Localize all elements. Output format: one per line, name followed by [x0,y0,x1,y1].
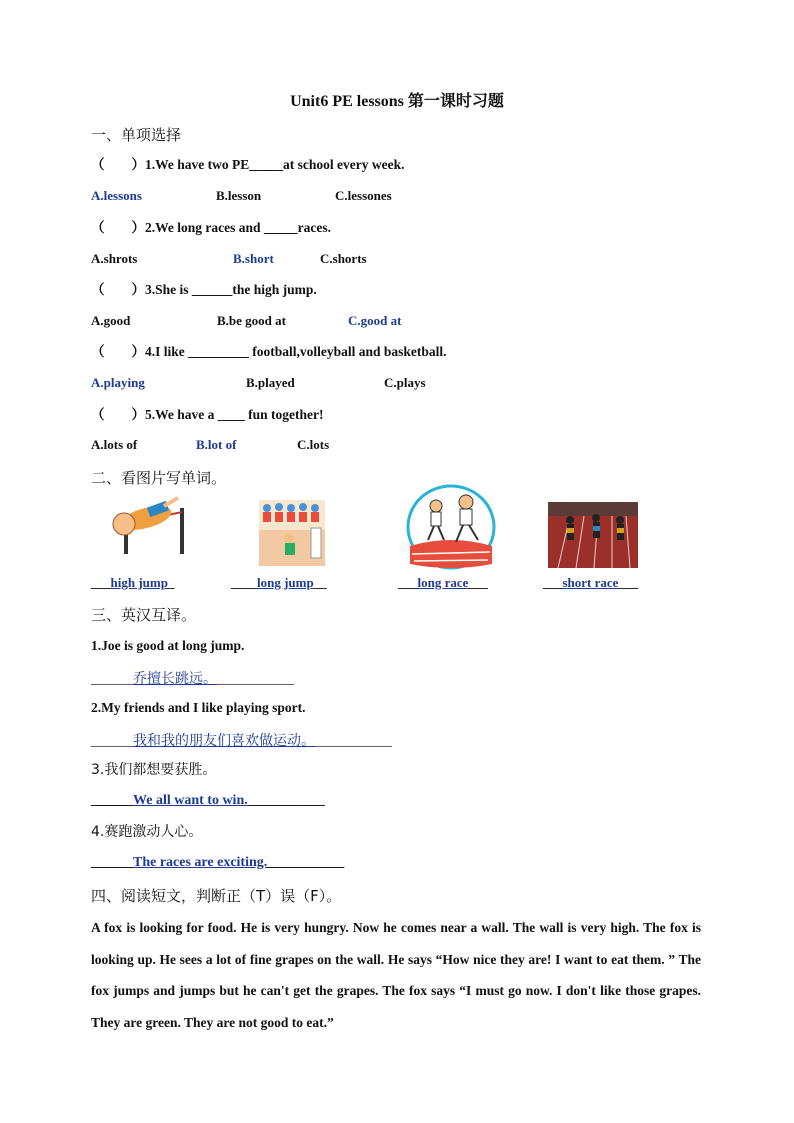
q4-option-b: B.played [246,375,295,390]
translation-answer-2: ______我和我的朋友们喜欢做运动。___________ [91,733,392,749]
page-title: Unit6 PE lessons 第一课时习题 [290,93,504,110]
short-race-picture [548,502,638,568]
q2-option-c: C.shorts [320,251,367,266]
high-jump-picture [104,494,192,556]
translation-question-4: 4.赛跑激动人心。 [91,824,203,840]
caption-long-race: ___long race___ [398,575,488,590]
section1-heading: 一、单项选择 [91,126,182,144]
caption-long-jump: ____long jump__ [231,575,327,590]
section2-heading: 二、看图片写单词。 [91,469,227,487]
question-4: （ ）4.I like _________ football,volleyball and basketball. [91,344,447,359]
question-5: （ ）5.We have a ____ fun together! [91,407,324,422]
translation-question-3: 3.我们都想要获胜。 [91,762,217,778]
caption-short-race: ___short race___ [543,575,638,590]
translation-answer-3: ______We all want to win.___________ [91,793,325,808]
reading-passage: A fox is looking for food. He is very hungry. Now he comes near a wall. The wall is very high. The fox is looking up. He sees a lot of fine grapes on the wall. He says “How nice they are! I want to eat them. ” The fox jumps and jumps but he can't get the grapes. The fox says “I must go now. I don't like those grapes. They are green. They are not good to eat.” [91,920,701,1030]
question-1: （ ）1.We have two PE_____at school every week. [91,157,405,172]
section3-heading: 三、英汉互译。 [91,606,197,624]
q3-option-b: B.be good at [217,313,286,328]
q1-option-b: B.lesson [216,188,262,203]
section4-heading: 四、阅读短文，判断正（T）误（F）。 [91,887,342,905]
q4-option-a: A.playing [91,375,145,390]
q5-option-a: A.lots of [91,437,138,452]
q3-option-a: A.good [91,313,131,328]
translation-question-2: 2.My friends and I like playing sport. [91,700,306,715]
q2-option-a: A.shrots [91,251,138,266]
q3-option-c: C.good at [348,313,402,328]
question-2: （ ）2.We long races and _____races. [91,220,331,235]
long-jump-picture [259,500,325,566]
translation-answer-1: ______乔擅长跳远。___________ [91,671,294,687]
long-race-picture [406,484,496,570]
q1-option-a: A.lessons [91,188,142,203]
q5-option-b: B.lot of [196,437,237,452]
q5-option-c: C.lots [297,437,330,452]
q2-option-b: B.short [233,251,274,266]
caption-high-jump: ___high jump_ [91,575,175,590]
q1-option-c: C.lessones [335,188,392,203]
question-3: （ ）3.She is ______the high jump. [91,282,317,297]
q4-option-c: C.plays [384,375,426,390]
translation-answer-4: ______The races are exciting.___________ [91,855,345,870]
translation-question-1: 1.Joe is good at long jump. [91,638,245,653]
